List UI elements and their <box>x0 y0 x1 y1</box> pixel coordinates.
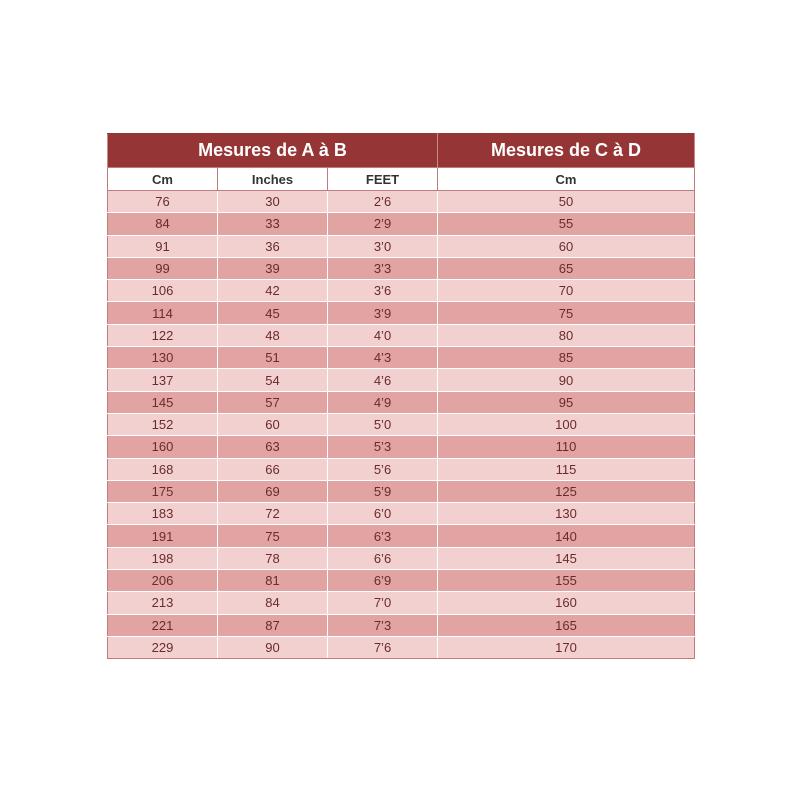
column-header-inches: Inches <box>218 168 328 191</box>
cell-cm-ab: 221 <box>108 614 218 636</box>
table-row <box>108 391 695 413</box>
table-row <box>108 436 695 458</box>
table-row <box>108 614 695 636</box>
cell-inches: 60 <box>218 413 328 435</box>
cell-cm-cd: 110 <box>438 436 695 458</box>
cell-cm-ab: 168 <box>108 458 218 480</box>
cell-cm-cd: 70 <box>438 280 695 302</box>
cell-cm-cd: 50 <box>438 191 695 213</box>
cell-feet: 6’9 <box>328 570 438 592</box>
cell-cm-cd: 130 <box>438 503 695 525</box>
cell-inches: 39 <box>218 257 328 279</box>
cell-feet: 3’0 <box>328 235 438 257</box>
column-header-row <box>108 168 695 191</box>
cell-inches: 48 <box>218 324 328 346</box>
table-row <box>108 369 695 391</box>
table-row <box>108 191 695 213</box>
table-row <box>108 235 695 257</box>
cell-cm-ab: 99 <box>108 257 218 279</box>
cell-inches: 63 <box>218 436 328 458</box>
cell-inches: 42 <box>218 280 328 302</box>
cell-inches: 45 <box>218 302 328 324</box>
cell-cm-cd: 100 <box>438 413 695 435</box>
cell-cm-ab: 160 <box>108 436 218 458</box>
cell-cm-cd: 155 <box>438 570 695 592</box>
cell-cm-ab: 175 <box>108 480 218 502</box>
cell-inches: 75 <box>218 525 328 547</box>
cell-cm-ab: 152 <box>108 413 218 435</box>
cell-cm-cd: 160 <box>438 592 695 614</box>
cell-inches: 51 <box>218 347 328 369</box>
cell-cm-ab: 106 <box>108 280 218 302</box>
table-row <box>108 257 695 279</box>
cell-cm-cd: 90 <box>438 369 695 391</box>
group-header-row <box>108 134 695 168</box>
cell-cm-ab: 206 <box>108 570 218 592</box>
cell-feet: 6’6 <box>328 547 438 569</box>
cell-cm-cd: 145 <box>438 547 695 569</box>
table-row <box>108 324 695 346</box>
cell-inches: 69 <box>218 480 328 502</box>
cell-feet: 6’0 <box>328 503 438 525</box>
cell-cm-cd: 170 <box>438 636 695 658</box>
table-body <box>108 191 695 659</box>
cell-feet: 3’6 <box>328 280 438 302</box>
cell-cm-ab: 198 <box>108 547 218 569</box>
cell-feet: 6’3 <box>328 525 438 547</box>
cell-inches: 54 <box>218 369 328 391</box>
cell-feet: 4’3 <box>328 347 438 369</box>
cell-cm-ab: 183 <box>108 503 218 525</box>
table-row <box>108 636 695 658</box>
cell-cm-cd: 85 <box>438 347 695 369</box>
cell-cm-ab: 229 <box>108 636 218 658</box>
cell-inches: 78 <box>218 547 328 569</box>
cell-inches: 90 <box>218 636 328 658</box>
cell-cm-ab: 84 <box>108 213 218 235</box>
table-row <box>108 213 695 235</box>
cell-cm-cd: 140 <box>438 525 695 547</box>
table-row <box>108 480 695 502</box>
cell-cm-ab: 191 <box>108 525 218 547</box>
cell-cm-cd: 65 <box>438 257 695 279</box>
cell-inches: 84 <box>218 592 328 614</box>
table-row <box>108 347 695 369</box>
cell-cm-cd: 165 <box>438 614 695 636</box>
cell-feet: 4’0 <box>328 324 438 346</box>
table-row <box>108 458 695 480</box>
cell-inches: 57 <box>218 391 328 413</box>
cell-feet: 7’0 <box>328 592 438 614</box>
cell-cm-cd: 55 <box>438 213 695 235</box>
group-header-a-to-b: Mesures de A à B <box>108 134 438 168</box>
table-row <box>108 280 695 302</box>
cell-cm-cd: 115 <box>438 458 695 480</box>
cell-inches: 36 <box>218 235 328 257</box>
cell-feet: 5’0 <box>328 413 438 435</box>
cell-feet: 4’6 <box>328 369 438 391</box>
cell-feet: 5’9 <box>328 480 438 502</box>
column-header-cm-cd: Cm <box>438 168 695 191</box>
cell-feet: 5’6 <box>328 458 438 480</box>
size-table <box>107 133 695 659</box>
group-header-c-to-d: Mesures de C à D <box>438 134 695 168</box>
cell-feet: 5’3 <box>328 436 438 458</box>
table-row <box>108 592 695 614</box>
cell-cm-ab: 76 <box>108 191 218 213</box>
cell-cm-ab: 114 <box>108 302 218 324</box>
column-header-cm-ab: Cm <box>108 168 218 191</box>
table-row <box>108 570 695 592</box>
cell-cm-ab: 130 <box>108 347 218 369</box>
cell-inches: 72 <box>218 503 328 525</box>
cell-feet: 2’9 <box>328 213 438 235</box>
table-row <box>108 503 695 525</box>
table-header <box>108 134 695 191</box>
cell-cm-cd: 95 <box>438 391 695 413</box>
cell-inches: 30 <box>218 191 328 213</box>
cell-inches: 81 <box>218 570 328 592</box>
cell-cm-ab: 91 <box>108 235 218 257</box>
cell-cm-cd: 75 <box>438 302 695 324</box>
table-row <box>108 413 695 435</box>
cell-cm-cd: 60 <box>438 235 695 257</box>
table-row <box>108 547 695 569</box>
column-header-feet: FEET <box>328 168 438 191</box>
cell-feet: 7’6 <box>328 636 438 658</box>
cell-cm-cd: 80 <box>438 324 695 346</box>
cell-feet: 4’9 <box>328 391 438 413</box>
cell-feet: 3’3 <box>328 257 438 279</box>
cell-cm-ab: 213 <box>108 592 218 614</box>
cell-cm-ab: 122 <box>108 324 218 346</box>
cell-cm-ab: 145 <box>108 391 218 413</box>
cell-cm-ab: 137 <box>108 369 218 391</box>
table-row <box>108 302 695 324</box>
table-row <box>108 525 695 547</box>
cell-inches: 87 <box>218 614 328 636</box>
cell-feet: 7’3 <box>328 614 438 636</box>
cell-cm-cd: 125 <box>438 480 695 502</box>
cell-inches: 33 <box>218 213 328 235</box>
cell-feet: 2’6 <box>328 191 438 213</box>
cell-feet: 3’9 <box>328 302 438 324</box>
cell-inches: 66 <box>218 458 328 480</box>
